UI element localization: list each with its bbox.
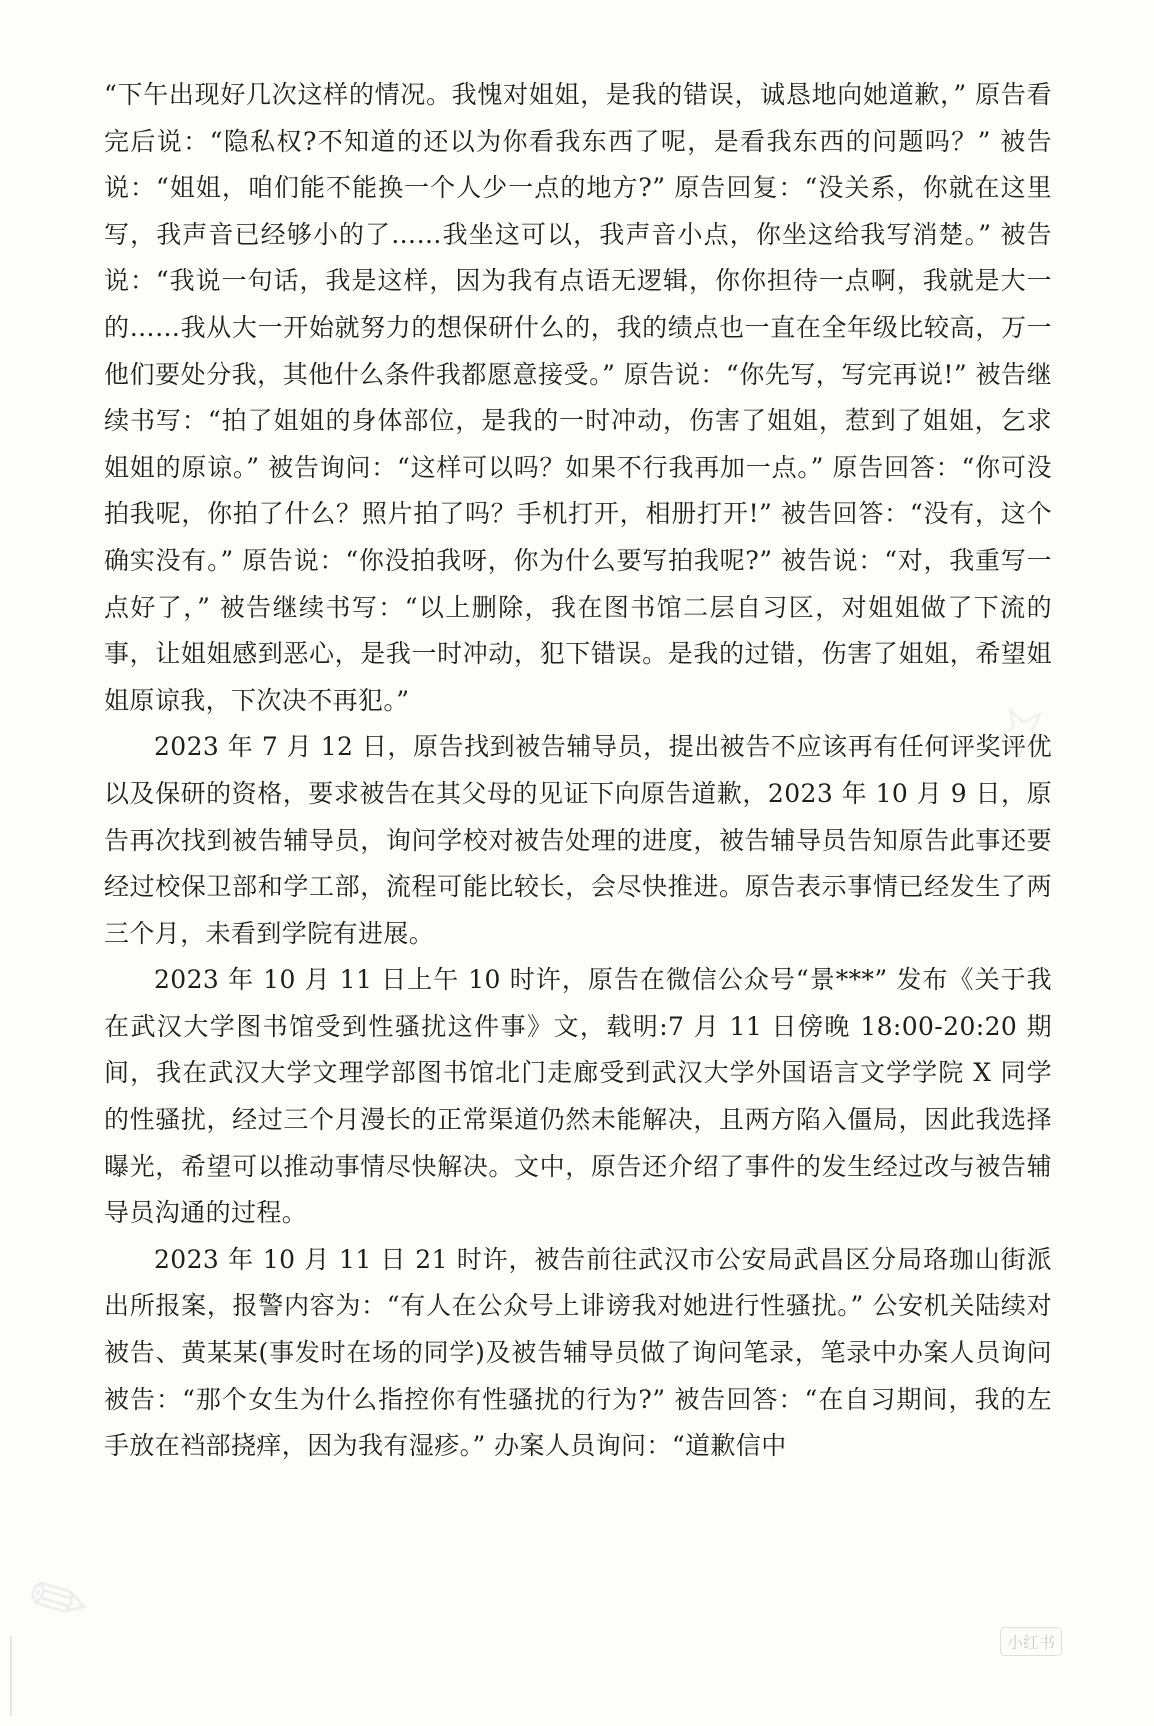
paragraph-3: 2023 年 10 月 11 日上午 10 时许，原告在微信公众号“景***” 发布《关于我在武汉大学图书馆受到性骚扰这件事》文，载明:7 月 11 日傍晚 18:00-20:20 期间，我在武汉大学文理学部图书馆北门走廊受到武汉大学外国语言文学学院 X 同学的性骚扰，经过三个月漫长的正常渠道仍然未能解决，且两方陷入僵局，因此我选择曝光，希望可以推动事情尽快解决。文中，原告还介绍了事件的发生经过改与被告辅导员沟通的过程。 xyxy=(104,965,1052,1228)
scan-edge-line xyxy=(10,1636,12,1716)
paragraph-2: 2023 年 7 月 12 日，原告找到被告辅导员，提出被告不应该再有任何评奖评优以及保研的资格，要求被告在其父母的见证下向原告道歉，2023 年 10 月 9 日，原告再次找到被告辅导员，询问学校对被告处理的进度，被告辅导员告知原告此事还要经过校保卫部和学工部，流程可能比较长，会尽快推进。原告表示事情已经发生了两三个月，未看到学院有进展。 xyxy=(104,732,1052,948)
source-watermark: 小红书 xyxy=(1000,1627,1062,1656)
paragraph-1: “下午出现好几次这样的情况。我愧对姐姐，是我的错误，诚恳地向她道歉，” 原告看完后说：“隐私权?不知道的还以为你看我东西了呢，是看我东西的问题吗？” 被告说：“姐姐，咱们能不能换一个人少一点的地方?” 原告回复：“没关系，你就在这里写，我声音已经够小的了……我坐这可以，我声音小点，你坐这给我写消楚。” 被告说：“我说一句话，我是这样，因为我有点语无逻辑，你你担待一点啊，我就是大一的……我从大一开始就努力的想保研什么的，我的绩点也一直在全年级比较高，万一他们要处分我，其他什么条件我都愿意接受。” 原告说：“你先写，写完再说!” 被告继续书写：“拍了姐姐的身体部位，是我的一时冲动，伤害了姐姐，惹到了姐姐，乞求姐姐的原谅。” 被告询问：“这样可以吗？如果不行我再加一点。” 原告回答：“你可没拍我呢，你拍了什么？照片拍了吗？手机打开，相册打开!” 被告回答：“没有，这个确实没有。” 原告说：“你没拍我呀，你为什么要写拍我呢?” 被告说：“对，我重写一点好了，” 被告继续书写：“以上删除，我在图书馆二层自习区，对姐姐做了下流的事，让姐姐感到恶心，是我一时冲动，犯下错误。是我的过错，伤害了姐姐，希望姐姐原谅我，下次决不再犯。” xyxy=(104,80,1052,715)
document-body xyxy=(104,72,1052,1470)
paragraph-4: 2023 年 10 月 11 日 21 时许，被告前往武汉市公安局武昌区分局珞珈山街派出所报案，报警内容为：“有人在公众号上诽谤我对她进行性骚扰。” 公安机关陆续对被告、黄某某(事发时在场的同学)及被告辅导员做了询问笔录，笔录中办案人员询问被告：“那个女生为什么指控你有性骚扰的行为?” 被告回答：“在自习期间，我的左手放在裆部挠痒，因为我有湿疹。” 办案人员询问：“道歉信中 xyxy=(104,1244,1052,1461)
background-watermark-glyph: ☆ xyxy=(974,680,1069,782)
background-watermark-glyph: ✎ xyxy=(14,1551,105,1651)
